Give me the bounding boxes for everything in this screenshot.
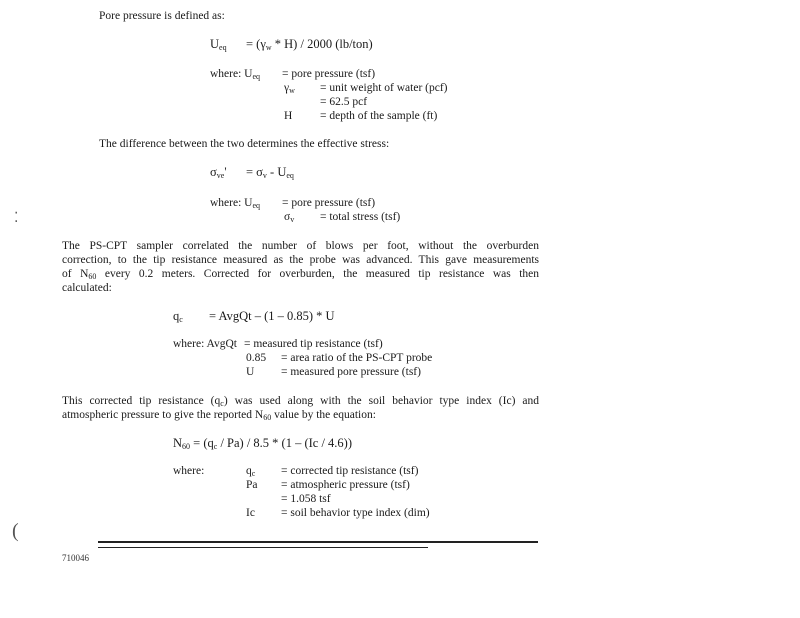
ic-symbol: Ic (246, 507, 255, 519)
sigma-equation: $\sigma_{ve}'$ = $\sigma_v - U_{eq}$ (210, 165, 294, 180)
qc-symbol: $q_c$ (246, 465, 256, 478)
ic-desc: = soil behavior type index (dim) (281, 507, 430, 519)
h-desc: = depth of the sample (ft) (320, 110, 438, 122)
where-avgqt-desc: = measured tip resistance (tsf) (244, 338, 383, 350)
sigma-v-desc: = total stress (tsf) (320, 211, 401, 223)
ratio-desc: = area ratio of the PS-CPT probe (281, 352, 433, 364)
u-symbol: U (246, 366, 255, 378)
para1-line3: of $N_{60}$ every 0.2 meters. Corrected for overburden, the measured tip resistance was then (62, 268, 539, 281)
scan-mark-top: ⁚ (14, 211, 19, 226)
where-sigma-ueq: where: $U_{eq}$ (210, 197, 261, 210)
para1-line2: correction, to the tip resistance measured as the probe was advanced. This gave measurements (62, 254, 539, 266)
scan-mark-bottom: ( (12, 520, 19, 542)
gamma-w-desc: = unit weight of water (pcf) (320, 82, 448, 94)
h-symbol: H (284, 110, 293, 122)
qc-desc: = corrected tip resistance (tsf) (281, 465, 419, 477)
where-sigma-ueq-desc: = pore pressure (tsf) (282, 197, 376, 209)
para1-line4: calculated: (62, 282, 112, 294)
qc-equation: $q_c$ = AvgQt – (1 – 0.85) * U (173, 309, 335, 324)
gamma-w-value: = 62.5 pcf (320, 96, 368, 108)
ratio-symbol: 0.85 (246, 352, 267, 364)
where-avgqt-label: where: AvgQt (173, 338, 237, 350)
pa-symbol: Pa (246, 479, 258, 491)
where-ueq: where: $U_{eq}$ (210, 68, 261, 81)
para1-line1: The PS-CPT sampler correlated the number of blows per foot, without the overburden (62, 240, 539, 252)
sigma-v-symbol: $\sigma_v$ (284, 211, 295, 224)
para2-line2: atmospheric pressure to give the reported $N_{60}$ value by the equation: (62, 409, 376, 422)
footer-rule-bottom (98, 547, 428, 548)
where-ueq-desc: = pore pressure (tsf) (282, 68, 376, 80)
n60-equation: $N_{60} = (q_c / Pa) / 8.5 * (1 - (Ic / 4.6))$ (173, 436, 353, 451)
footer-code: 710046 (62, 553, 89, 563)
footer-rule-top (98, 541, 538, 543)
gamma-w-symbol: $\gamma_w$ (284, 82, 295, 95)
pa-desc: = atmospheric pressure (tsf) (281, 479, 410, 491)
ueq-equation: $U_{eq}$ = $(\gamma_w * H) / 2000$ (lb/ton) (210, 37, 373, 52)
para2-line1: This corrected tip resistance $(q_c)$ was used along with the soil behavior type index (Ic) and (62, 395, 540, 408)
intro-text: Pore pressure is defined as: (99, 10, 225, 22)
difference-text: The difference between the two determines the effective stress: (99, 138, 390, 150)
pa-value: = 1.058 tsf (281, 493, 331, 505)
where-n60-label: where: (173, 465, 205, 477)
u-desc: = measured pore pressure (tsf) (281, 366, 421, 378)
